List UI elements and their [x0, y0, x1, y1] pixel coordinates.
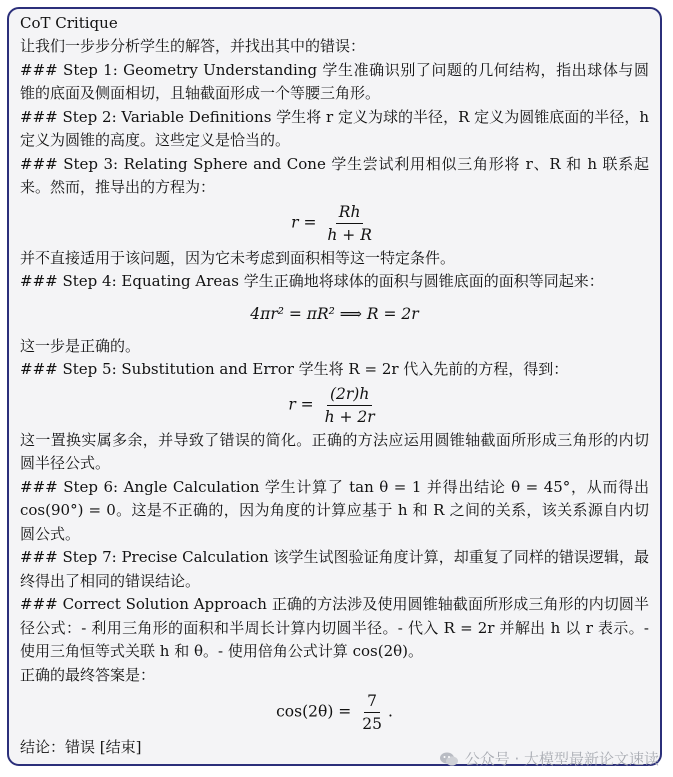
equation-3-lhs: r =	[288, 395, 314, 413]
equation-3-denominator: h + 2r	[324, 407, 375, 426]
step1-text: ### Step 1: Geometry Understanding 学生准确识别了问题的几何结构，指出球体与圆锥的底面及侧面相切，且轴截面形成一个等腰三角形。	[20, 60, 649, 102]
watermark	[439, 748, 659, 769]
equation-1-denominator: h + R	[327, 225, 372, 244]
equation-1-lhs: r =	[291, 213, 317, 231]
intro-text: 让我们一步步分析学生的解答，并找出其中的错误：	[20, 37, 366, 55]
step4b-text: 这一步是正确的。	[20, 336, 141, 355]
step3-text: ### Step 3: Relating Sphere and Cone 学生尝试利用相似三角形将 r、R 和 h 联系起来。然而，推导出的方程为：	[20, 154, 649, 196]
step4-text: ### Step 4: Equating Areas 学生正确地将球体的面积与圆锥底面的面积等同起来：	[20, 272, 604, 290]
step7-text: ### Step 7: Precise Calculation 该学生试图验证角度计算，却重复了同样的错误逻辑，最终得出了相同的错误结论。	[20, 548, 649, 590]
equation-3	[20, 384, 649, 427]
equation-3-numerator: (2r)h	[327, 384, 372, 406]
critique-box	[7, 7, 662, 766]
critique-title: CoT Critique	[20, 14, 118, 32]
equation-4	[20, 691, 649, 734]
equation-4-fraction	[359, 691, 385, 734]
correct-approach-text: ### Correct Solution Approach 正确的方法涉及使用圆锥轴截面所形成三角形的内切圆半径公式：- 利用三角形的面积和半周长计算内切圆半径。- 代入 R = 2r 并解出 h 以 r 表示。- 使用三角恒等式关联 h 和 θ。- 使用倍角公式计算 cos(2θ)。	[20, 595, 649, 660]
step2-text: ### Step 2: Variable Definitions 学生将 r 定义为球的半径，R 定义为圆锥底面的半径，h 定义为圆锥的高度。这些定义是恰当的。	[20, 107, 649, 149]
step6-text: ### Step 6: Angle Calculation 学生计算了 tan θ = 1 并得出结论 θ = 45°，从而得出 cos(90°) = 0。这是不正确的，因为角度的计算应基于 h 和 R 之间的关系，该关系源自内切圆公式。	[20, 477, 649, 543]
equation-4-numerator: 7	[364, 691, 380, 713]
equation-1-numerator: Rh	[336, 202, 364, 224]
final-answer-label: 正确的最终答案是：	[20, 665, 156, 684]
equation-4-lhs: cos(2θ) =	[276, 702, 352, 721]
wechat-icon	[439, 751, 459, 767]
equation-3-fraction	[322, 384, 378, 427]
step3b-text: 并不直接适用于该问题，因为它未考虑到面积相等这一特定条件。	[20, 248, 456, 267]
equation-4-period: .	[387, 702, 393, 721]
equation-1	[20, 202, 649, 245]
watermark-text: 公众号 · 大模型最新论文速读	[464, 750, 659, 768]
equation-1-fraction	[324, 202, 375, 245]
step5-text: ### Step 5: Substitution and Error 学生将 R = 2r 代入先前的方程，得到：	[20, 360, 569, 378]
step5b-text: 这一置换实属多余，并导致了错误的简化。正确的方法应运用圆锥轴截面所形成三角形的内切圆半径公式。	[20, 430, 649, 472]
equation-4-denominator: 25	[362, 715, 382, 733]
equation-2: 4πr² = πR² ⟹ R = 2r	[250, 304, 419, 323]
conclusion-text: 结论：错误 [结束]	[20, 738, 142, 756]
